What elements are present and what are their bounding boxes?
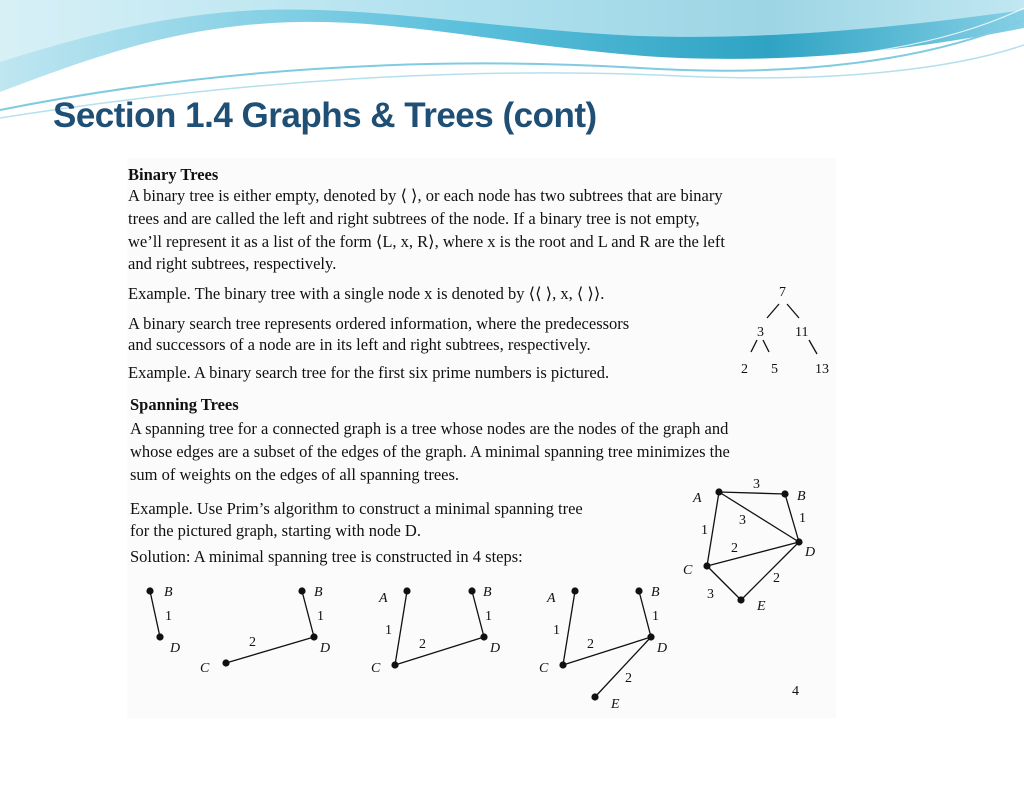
graph-node: B [797,489,806,504]
spanning-trees-heading: Spanning Trees [130,395,239,414]
binary-trees-line: A binary tree is either empty, denoted by ⟨ ⟩, or each node has two subtrees that are binary [128,186,723,205]
edge-weight: 2 [731,541,738,556]
prim-example-line: Example. Use Prim’s algorithm to construct a minimal spanning tree [130,499,583,518]
step-node: A [547,591,556,606]
bst-node: 5 [771,362,778,377]
step-weight: 1 [652,609,659,624]
bst-figure [727,278,837,378]
edge-weight: 3 [707,587,714,602]
spanning-trees-line: sum of weights on the edges of all spanning trees. [130,465,460,484]
edge-weight: 3 [739,513,746,528]
graph-node: D [805,545,816,560]
step-node: B [314,585,323,600]
bst-definition-line: A binary search tree represents ordered information, where the predecessors [128,314,630,333]
step-node: C [371,661,381,676]
graph-node: A [693,491,702,506]
edge-weight: 3 [753,477,760,492]
step-weight: 1 [553,623,560,638]
step-3-figure [367,578,527,678]
step-4-figure [537,578,707,713]
step-weight: 1 [317,609,324,624]
step-weight: 1 [485,609,492,624]
step-node: C [539,661,549,676]
graph-node: C [683,563,693,578]
spanning-trees-line: whose edges are a subset of the edges of the graph. A minimal spanning tree minimizes the [130,442,730,461]
step-weight: 1 [165,609,172,624]
page-number: 4 [792,684,799,699]
step-1-figure [127,578,207,668]
step-node: D [657,641,668,656]
step-weight: 2 [587,637,594,652]
step-weight: 2 [419,637,426,652]
step-node: D [490,641,501,656]
bst-node: 11 [795,325,809,340]
spanning-trees-line: A spanning tree for a connected graph is a tree whose nodes are the nodes of the graph and [130,419,729,438]
step-node: B [651,585,660,600]
bst-node: 2 [741,362,748,377]
step-node: E [611,697,620,712]
step-node: D [170,641,181,656]
binary-trees-line: and right subtrees, respectively. [128,254,337,273]
bst-node: 3 [757,325,764,340]
example-bst: Example. A binary search tree for the first six prime numbers is pictured. [128,363,610,382]
prim-example-line: for the pictured graph, starting with node D. [130,521,421,540]
step-weight: 1 [385,623,392,638]
step-node: B [164,585,173,600]
edge-weight: 1 [799,511,806,526]
step-weight: 2 [249,635,256,650]
step-node: C [200,661,210,676]
edge-weight: 1 [701,523,708,538]
graph-node: E [757,599,766,614]
bst-node: 7 [779,285,786,300]
bst-definition-line: and successors of a node are in its left and right subtrees, respectively. [128,335,591,354]
step-2-figure [197,578,357,678]
binary-trees-line: we’ll represent it as a list of the form ⟨L, x, R⟩, where x is the root and L and R are the left [128,232,725,251]
step-node: D [320,641,331,656]
binary-trees-line: trees and are called the left and right subtrees of the node. If a binary tree is not empty, [128,209,700,228]
example-single-node: Example. The binary tree with a single node x is denoted by ⟨⟨ ⟩, x, ⟨ ⟩⟩. [128,284,605,303]
bst-node: 13 [815,362,829,377]
solution-line: Solution: A minimal spanning tree is constructed in 4 steps: [130,547,523,566]
step-weight: 2 [625,671,632,686]
step-node: B [483,585,492,600]
step-node: A [379,591,388,606]
slide-title: Section 1.4 Graphs & Trees (cont) [53,96,597,135]
edge-weight: 2 [773,571,780,586]
binary-trees-heading: Binary Trees [128,165,219,184]
content-panel [127,158,836,718]
